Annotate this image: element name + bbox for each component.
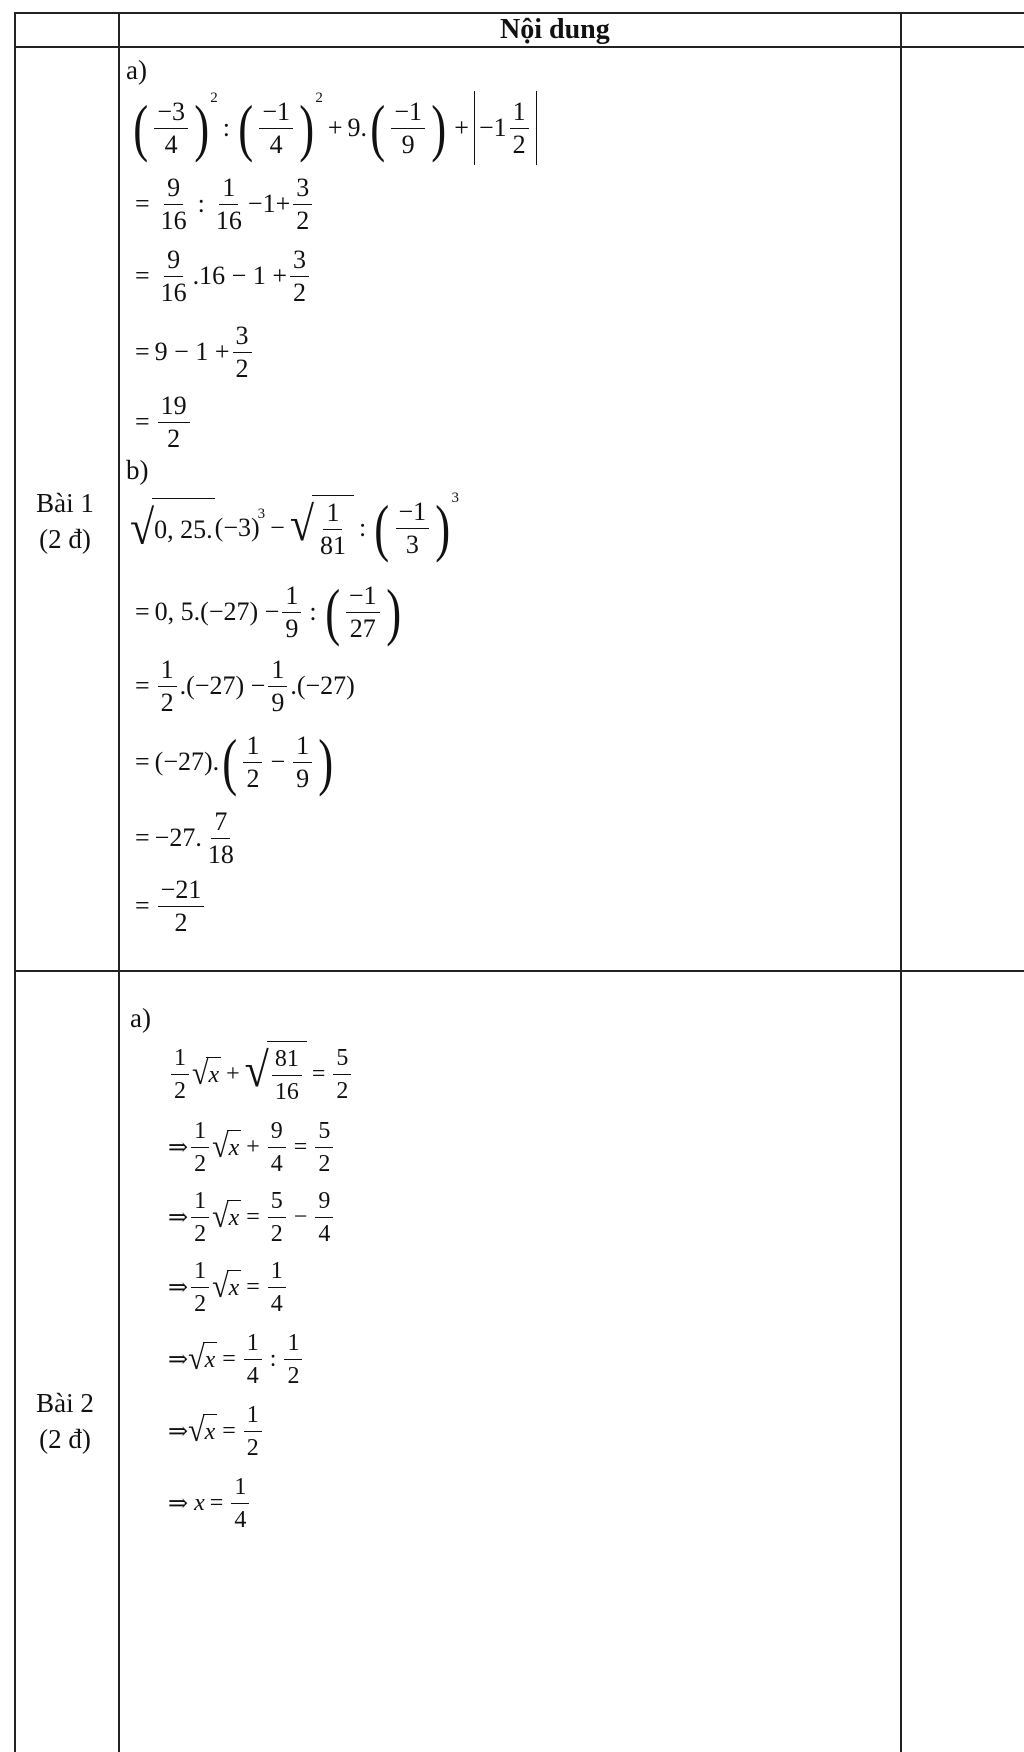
bai2-label: Bài 2: [36, 1388, 94, 1418]
bai2a-step-2: ⇒ $\frac{1}{2}$ √ x + $\frac{9}{4}$ = $\frac{5}{2}$: [168, 1112, 336, 1182]
header-noi-dung: Nội dung: [500, 14, 610, 45]
bai1a-step-2: = $\frac{9}{16}$ : $\frac{1}{16}$ −1+ $\frac{3}{2}$: [130, 168, 315, 240]
bai1-label-cell: [0, 485, 130, 557]
bai2a-step-6: ⇒ √ x = $\frac{1}{2}$: [168, 1396, 265, 1466]
left-border: [14, 12, 16, 1752]
bai2a-step-4: ⇒ $\frac{1}{2}$ √ x = $\frac{1}{4}$: [168, 1252, 289, 1322]
bai2a-step-3: ⇒ $\frac{1}{2}$ √ x = $\frac{5}{2}$ − $\frac{9}{4}$: [168, 1182, 336, 1252]
bai2a-result: ⇒ x = $\frac{1}{4}$: [168, 1468, 252, 1538]
bai1a-expression: ( $\frac{-3}{4}$ ) 2 : ( $\frac{-1}{4}$ ) 2 + 9. ( $\frac{-1}{9}$ ) + −1 $\frac{1}{2}$: [130, 88, 537, 168]
bai1b-expression: √ 0, 25. (−3) 3 − √ $\frac{1}{81}$ : ( $\frac{-1}{3}$ ) 3: [130, 489, 459, 563]
bai2-label-cell: [0, 1385, 130, 1457]
bai1-part-b-label: b): [126, 455, 149, 485]
bai1a-step-4: = 9 − 1 + $\frac{3}{2}$: [130, 316, 255, 388]
bai2a-step-5: ⇒ √ x = $\frac{1}{4}$ : $\frac{1}{2}$: [168, 1324, 305, 1394]
bai1b-step-5: = −27. $\frac{7}{18}$: [135, 806, 234, 869]
bai2a-equation: $\frac{1}{2}$ √ x + √ $\frac{81}{16}$ = $\frac{5}{2}$: [168, 1036, 354, 1112]
bai2-points: (2 đ): [39, 1424, 91, 1454]
bai2-part-a-label: a): [130, 1003, 151, 1033]
bai1b-result: = $\frac{-21}{2}$: [130, 870, 207, 942]
header-bottom-border: [14, 46, 1024, 48]
bai1-points: (2 đ): [39, 524, 91, 554]
bai1-label: Bài 1: [36, 488, 94, 518]
right-column-divider: [900, 12, 902, 1752]
bai1b-step-2: = 0, 5.(−27) − $\frac{1}{9}$ : ( $\frac{-1}{27}$ ): [135, 576, 401, 647]
column-divider: [118, 12, 120, 1752]
row-divider: [14, 970, 1024, 972]
bai1a-step-3: = $\frac{9}{16}$ .16 − 1 + $\frac{3}{2}$: [130, 240, 312, 312]
bai1b-step-4: = (−27). ( $\frac{1}{2}$ − $\frac{1}{9}$ ): [135, 726, 334, 797]
bai1b-step-3: = $\frac{1}{2}$ .(−27) − $\frac{1}{9}$ .(−27): [135, 654, 355, 717]
bai1a-result: = $\frac{19}{2}$: [130, 386, 193, 458]
bai1-part-a-label: a): [126, 55, 147, 85]
